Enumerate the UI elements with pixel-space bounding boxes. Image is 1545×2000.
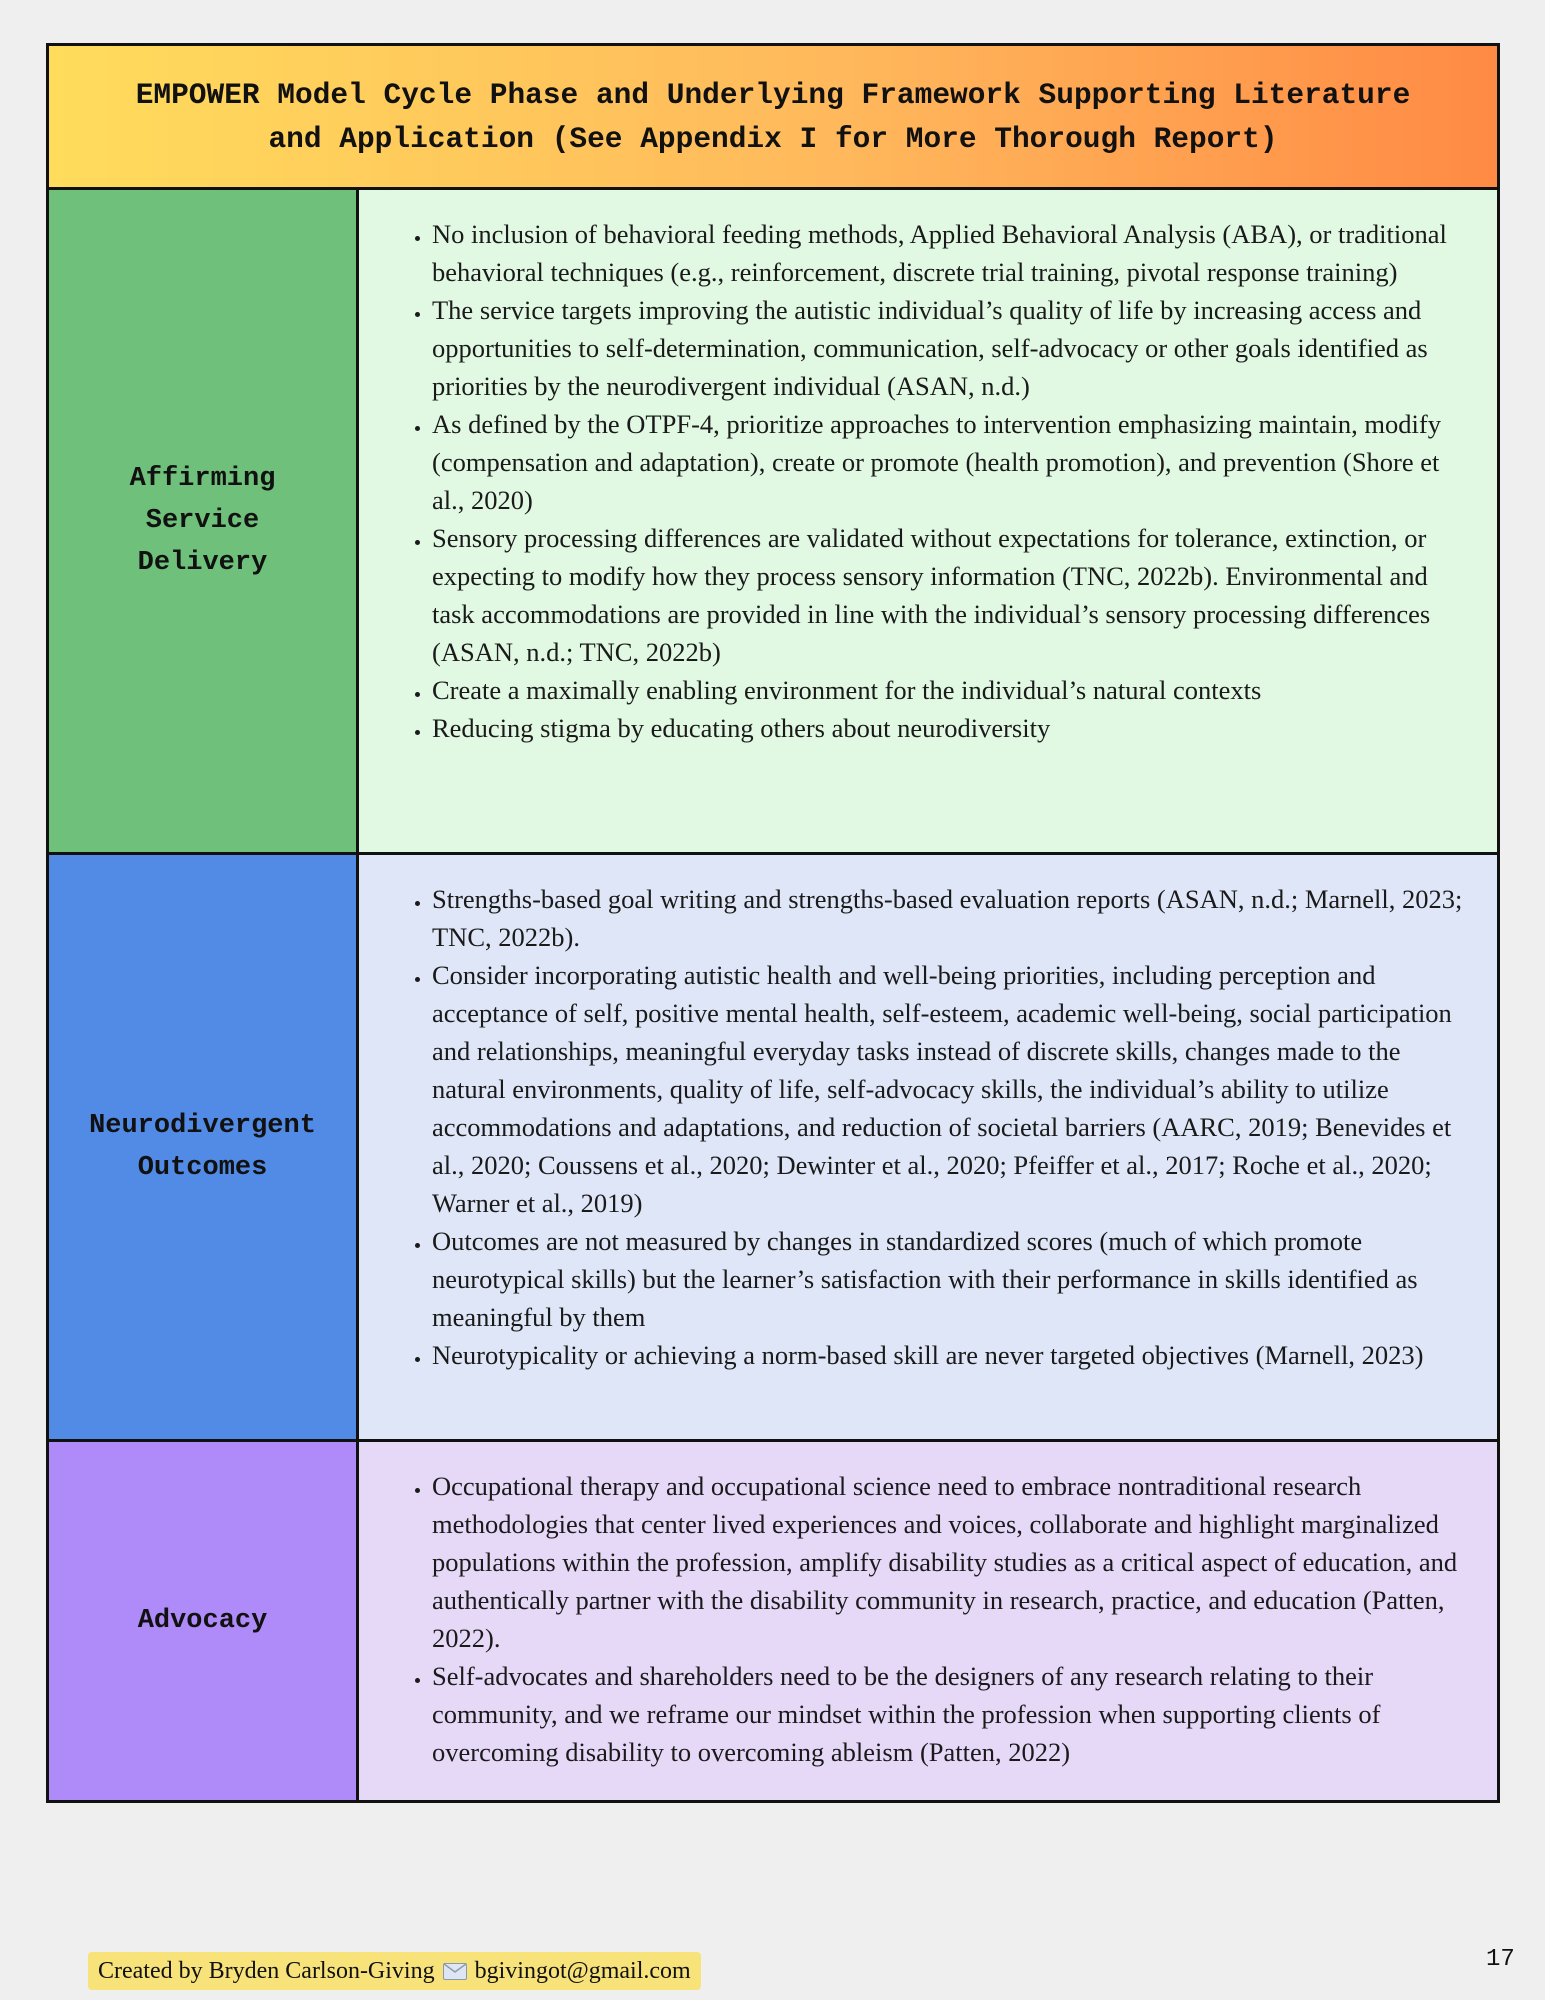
bullet-list (404, 880, 1467, 1374)
bullet-item: • Strengths-based goal writing and strengths-based evaluation reports (ASAN, n.d.; Marnell, 2023; TNC, 2022b). (432, 880, 1467, 956)
row-content-cell (359, 190, 1497, 852)
bullet-item: • Create a maximally enabling environment for the individual’s natural contexts (432, 671, 1467, 709)
page-number: 17 (1486, 1946, 1515, 1973)
bullet-list (404, 215, 1467, 747)
footer-author: Created by Bryden Carlson-Giving (98, 1957, 435, 1984)
table-row-advocacy (49, 1439, 1497, 1800)
bullet-item: • No inclusion of behavioral feeding methods, Applied Behavioral Analysis (ABA), or traditional behavioral techniques (e.g., reinforcement, discrete trial training, pivotal response training) (432, 215, 1467, 291)
row-content-cell (359, 1442, 1497, 1800)
bullet-list (404, 1467, 1467, 1771)
bullet-item: • Self-advocates and shareholders need to be the designers of any research relating to their community, and we reframe our mindset within the profession when supporting clients of overcoming disability to overcoming ableism (Patten, 2022) (432, 1657, 1467, 1771)
bullet-item: • Consider incorporating autistic health and well-being priorities, including perception and acceptance of self, positive mental health, self-esteem, academic well-being, social participation and relationships, meaningful everyday tasks instead of discrete skills, changes made to the natural environments, quality of life, self-advocacy skills, the individual’s ability to utilize accommodations and adaptations, and reduction of societal barriers (AARC, 2019; Benevides et al., 2020; Coussens et al., 2020; Dewinter et al., 2020; Pfeiffer et al., 2017; Roche et al., 2020; Warner et al., 2019) (432, 956, 1467, 1222)
row-label-cell (49, 855, 359, 1439)
row-label: Neurodivergent Outcomes (89, 1111, 316, 1183)
row-content-cell (359, 855, 1497, 1439)
bullet-item: • The service targets improving the autistic individual’s quality of life by increasing access and opportunities to self-determination, communication, self-advocacy or other goals identified as priorities by the neurodivergent individual (ASAN, n.d.) (432, 291, 1467, 405)
footer-email[interactable]: bgivingot@gmail.com (474, 1957, 691, 1984)
bullet-item: • As defined by the OTPF-4, prioritize approaches to intervention emphasizing maintain, modify (compensation and adaptation), create or promote (health promotion), and prevention (Shore et al., 2020) (432, 405, 1467, 519)
row-label: Affirming Service Delivery (129, 464, 276, 578)
table-header (49, 46, 1497, 190)
bullet-item: • Occupational therapy and occupational science need to embrace nontraditional research methodologies that center lived experiences and voices, collaborate and highlight marginalized populations within the profession, amplify disability studies as a critical aspect of education, and authentically partner with the disability community in research, practice, and education (Patten, 2022). (432, 1467, 1467, 1657)
table-row-affirming-service-delivery (49, 190, 1497, 852)
row-label-cell (49, 190, 359, 852)
envelope-icon (443, 1963, 467, 1980)
table-row-neurodivergent-outcomes (49, 852, 1497, 1439)
row-label: Advocacy (137, 1606, 268, 1636)
table-title: EMPOWER Model Cycle Phase and Underlying Framework Supporting Literature and Application (See Appendix I for More Thorough Report) (135, 77, 1411, 156)
framework-table (46, 43, 1500, 1803)
bullet-item: • Outcomes are not measured by changes in standardized scores (much of which promote neurotypical skills) but the learner’s satisfaction with their performance in skills identified as meaningful by them (432, 1222, 1467, 1336)
footer-credit (88, 1952, 701, 1990)
bullet-item: • Reducing stigma by educating others about neurodiversity (432, 709, 1467, 747)
bullet-item: • Sensory processing differences are validated without expectations for tolerance, extinction, or expecting to modify how they process sensory information (TNC, 2022b). Environmental and task accommodations are provided in line with the individual’s sensory processing differences (ASAN, n.d.; TNC, 2022b) (432, 519, 1467, 671)
row-label-cell (49, 1442, 359, 1800)
bullet-item: • Neurotypicality or achieving a norm-based skill are never targeted objectives (Marnell, 2023) (432, 1336, 1467, 1374)
